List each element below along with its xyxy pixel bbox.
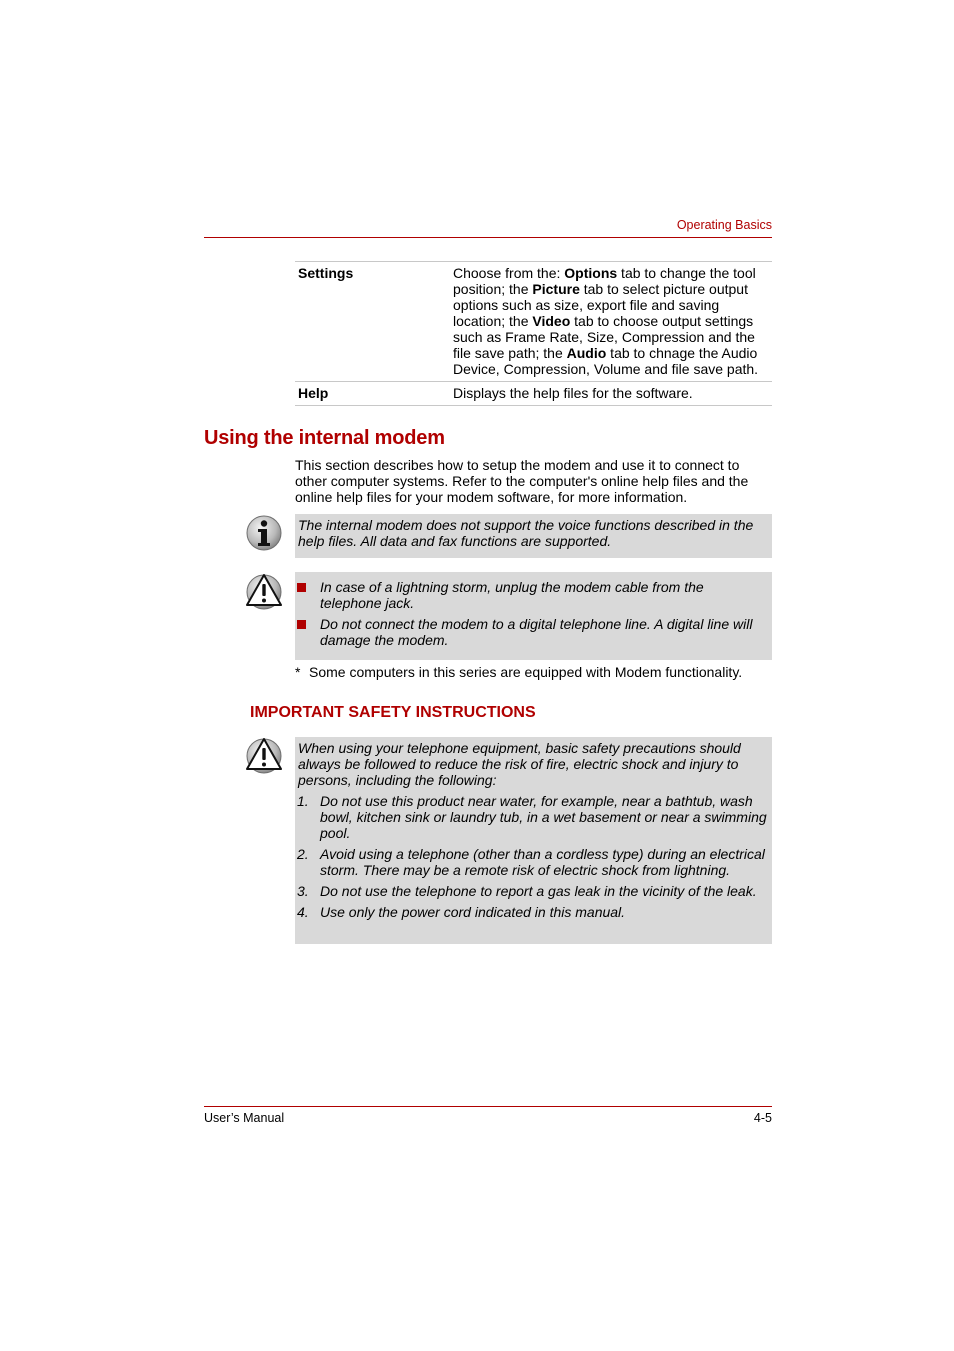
footnote-mark: * bbox=[295, 664, 301, 680]
safety-note bbox=[295, 737, 772, 944]
text-run: tab to choose output settings such as Frame Rate, Size, Compression and the file save path; the bbox=[453, 313, 755, 361]
list-item bbox=[295, 904, 770, 920]
text-run: Choose from the: bbox=[453, 265, 565, 281]
table-row bbox=[295, 261, 772, 381]
list-item bbox=[295, 793, 770, 841]
footer-manual-title: User’s Manual bbox=[204, 1111, 285, 1125]
list-item bbox=[295, 846, 770, 878]
item-number: 3. bbox=[297, 883, 309, 899]
item-number: 4. bbox=[297, 904, 309, 920]
footnote bbox=[295, 664, 772, 680]
item-text: Avoid using a telephone (other than a cordless type) during an electrical storm. There may be a remote risk of electric shock from lightning. bbox=[320, 846, 765, 878]
info-icon bbox=[245, 514, 283, 552]
table-row bbox=[295, 381, 772, 406]
text-run: tab to change the tool position; the bbox=[453, 265, 756, 297]
text-run: Displays the help files for the software. bbox=[453, 385, 693, 401]
bullet-square-icon bbox=[295, 579, 320, 611]
bold-term: Audio bbox=[566, 345, 607, 361]
page-number: 4-5 bbox=[753, 1111, 772, 1125]
item-text: Use only the power cord indicated in this manual. bbox=[320, 904, 626, 920]
running-header: Operating Basics bbox=[676, 218, 772, 232]
section-title: Using the internal modem bbox=[204, 427, 445, 449]
caution-icon bbox=[245, 572, 283, 610]
item-number: 2. bbox=[297, 846, 309, 862]
bold-term: Video bbox=[532, 313, 571, 329]
item-number: 1. bbox=[297, 793, 309, 809]
bold-term: Options bbox=[564, 265, 618, 281]
text-run: tab to select picture output options such as size, export file and saving location; the bbox=[453, 281, 748, 329]
caution-text: Do not connect the modem to a digital telephone line. A digital line will damage the modem. bbox=[320, 616, 753, 648]
row-description bbox=[453, 265, 772, 377]
header-rule bbox=[204, 237, 772, 238]
caution-note bbox=[295, 572, 772, 660]
item-text: Do not use the telephone to report a gas leak in the vicinity of the leak. bbox=[320, 883, 757, 899]
safety-intro: When using your telephone equipment, basic safety precautions should always be followed to reduce the risk of fire, electric shock and injury to persons, including the following: bbox=[298, 740, 741, 788]
subsection-title: IMPORTANT SAFETY INSTRUCTIONS bbox=[250, 704, 536, 721]
caution-text: In case of a lightning storm, unplug the modem cable from the telephone jack. bbox=[320, 579, 704, 611]
row-label: Help bbox=[298, 385, 329, 401]
caution-icon bbox=[245, 736, 283, 774]
settings-table bbox=[295, 261, 772, 406]
footer-rule bbox=[204, 1106, 772, 1107]
bold-term: Picture bbox=[532, 281, 580, 297]
bullet-square-icon bbox=[295, 616, 320, 648]
list-item bbox=[295, 579, 768, 611]
item-text: Do not use this product near water, for example, near a bathtub, wash bowl, kitchen sink or laundry tub, in a wet basement or near a swimming pool. bbox=[320, 793, 767, 841]
info-note: The internal modem does not support the voice functions described in the help files. All data and fax functions are supported. bbox=[295, 514, 772, 558]
row-description bbox=[453, 385, 772, 401]
row-label: Settings bbox=[298, 265, 354, 281]
list-item bbox=[295, 883, 770, 899]
list-item bbox=[295, 616, 768, 648]
section-intro: This section describes how to setup the modem and use it to connect to other computer systems. Refer to the computer's online help files and the online help files for your modem software, for more information. bbox=[295, 457, 749, 505]
text-run: tab to chnage the Audio Device, Compression, Volume and file save path. bbox=[453, 345, 759, 377]
footnote-text: Some computers in this series are equipped with Modem functionality. bbox=[309, 664, 743, 680]
